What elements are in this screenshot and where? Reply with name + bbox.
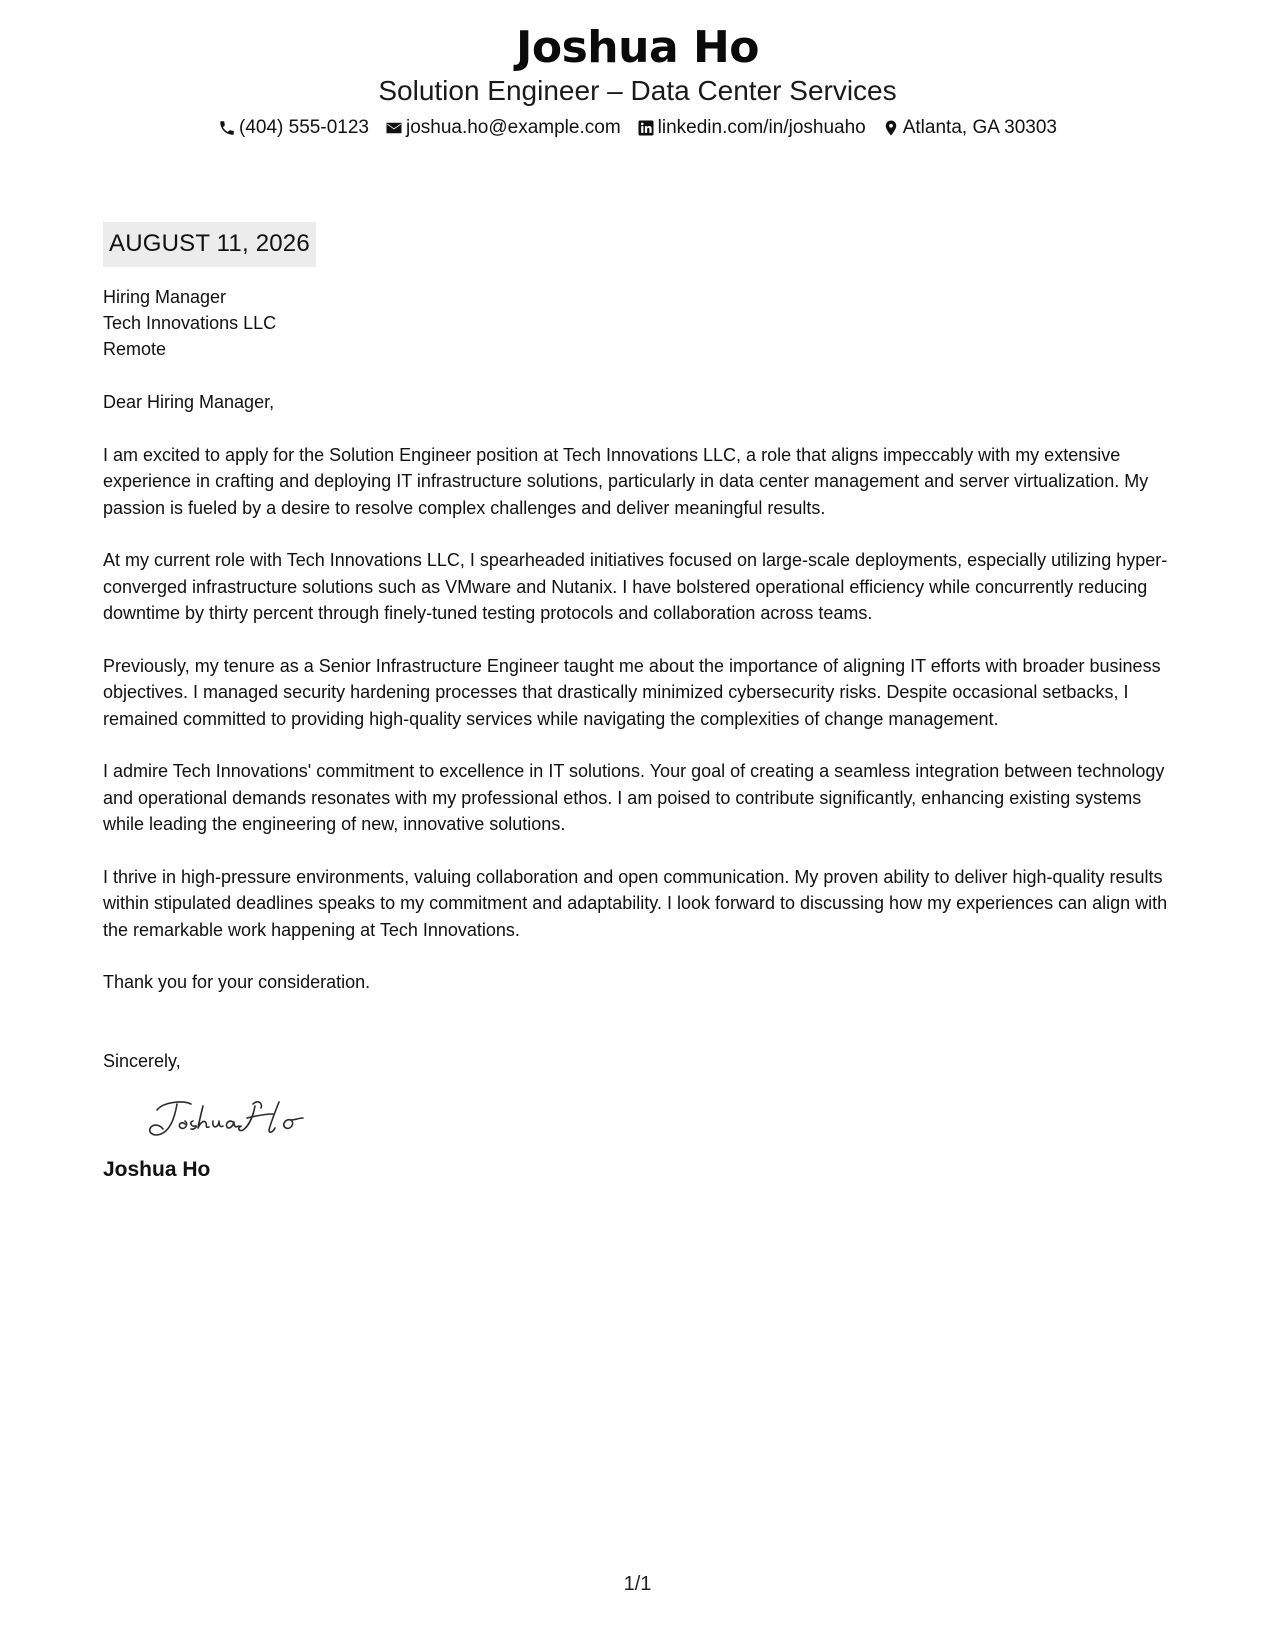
envelope-icon [385,119,403,137]
recipient-company: Tech Innovations LLC [103,313,277,333]
recipient-block [103,284,1183,362]
body-paragraph [103,653,1183,733]
closing-thanks: Thank you for your consideration. [103,972,371,992]
contact-location [882,116,1057,140]
applicant-title: Solution Engineer – Data Center Services [378,75,897,106]
page-number: 1/1 [623,1573,652,1595]
paragraph-text: Previously, my tenure as a Senior Infrastructure Engineer taught me about the importance of aligning IT efforts with broader business objectives. I managed security hardening processes that drastically minimized cybersecurity risks. Despite occasional setbacks, I remained committed to providing high-quality services while navigating the complexities of change management. [103,655,1161,729]
paragraph-text: I thrive in high-pressure environments, valuing collaboration and open communication. My proven ability to deliver high-quality results within stipulated deadlines speaks to my commitment and adaptability. I look forward to discussing how my experiences can align with the remarkable work happening at Tech Innovations. [103,866,1168,940]
paragraph-text: At my current role with Tech Innovations LLC, I spearheaded initiatives focused on large-scale deployments, especially utilizing hyper-converged infrastructure solutions such as VMware and Nutanix. I have bolstered operational efficiency while concurrently reducing downtime by thirty percent through finely-tuned testing protocols and collaboration across teams. [103,550,1168,623]
linkedin-icon [637,119,655,137]
letter-date: AUGUST 11, 2026 [103,222,316,267]
paragraph-text: I admire Tech Innovations' commitment to excellence in IT solutions. Your goal of creating a seamless integration between technology and operational demands resonates with my professional ethos. I am poised to contribute significantly, enhancing existing systems while leading the engineering of new, innovative solutions. [103,761,1165,834]
letter-body [103,222,1183,1184]
signed-name: Joshua Ho [103,1158,211,1181]
phone-text: (404) 555-0123 [239,117,369,138]
phone-icon [218,119,236,137]
letter-header [0,22,1275,140]
contact-linkedin [637,116,866,140]
signature-image [143,1090,333,1146]
contact-info [0,116,1275,140]
body-paragraph [103,864,1183,944]
body-paragraph [103,442,1183,522]
body-paragraph [103,758,1183,838]
recipient-location: Remote [103,339,167,359]
location-text: Atlanta, GA 30303 [902,117,1057,138]
contact-phone [218,116,369,140]
contact-email [385,116,621,140]
signoff: Sincerely, [103,1050,181,1071]
body-paragraph [103,547,1183,627]
email-text: joshua.ho@example.com [405,117,621,138]
handwritten-signature [143,1090,333,1146]
paragraph-text: I am excited to apply for the Solution Engineer position at Tech Innovations LLC, a role that aligns impeccably with my extensive experience in crafting and deploying IT infrastructure solutions, particularly in data center management and server virtualization. My passion is fueled by a desire to resolve complex challenges and deliver meaningful results. [103,444,1149,518]
linkedin-text: linkedin.com/in/joshuaho [657,117,866,138]
map-marker-icon [882,119,900,137]
recipient-name: Hiring Manager [103,287,227,307]
salutation: Dear Hiring Manager, [103,392,275,412]
applicant-name: Joshua Ho [516,22,759,73]
